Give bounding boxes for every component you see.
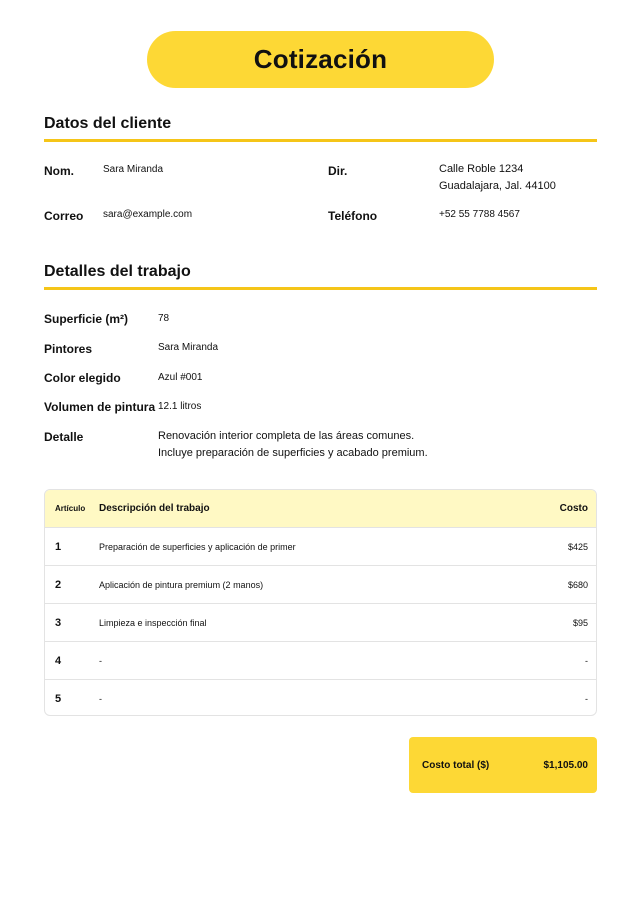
job-paint-volume-value: 12.1 litros (158, 401, 202, 412)
table-cell-description: Preparación de superficies y aplicación de primer (99, 541, 296, 552)
client-email-label: Correo (44, 209, 84, 223)
total-cost-value: $1,105.00 (543, 760, 588, 771)
job-detail-line2: Incluye preparación de superficies y acabado premium. (158, 447, 428, 459)
total-cost-box (409, 737, 597, 793)
job-paint-volume-label: Volumen de pintura (44, 400, 156, 414)
client-email-value: sara@example.com (103, 209, 193, 220)
client-address-line2: Guadalajara, Jal. 44100 (439, 180, 556, 192)
table-cell-item: 1 (55, 540, 62, 553)
table-cell-cost: - (585, 655, 588, 666)
table-row (45, 604, 596, 642)
job-color-label: Color elegido (44, 371, 121, 385)
table-cell-description: - (99, 655, 102, 666)
client-address-line1: Calle Roble 1234 (439, 163, 524, 175)
table-cell-description: - (99, 693, 102, 704)
table-header-cost: Costo (559, 503, 588, 514)
table-row (45, 528, 596, 566)
table-cell-item: 4 (55, 654, 62, 667)
client-name-value: Sara Miranda (103, 164, 164, 175)
job-detail-line1: Renovación interior completa de las áreas comunes. (158, 430, 415, 442)
job-color-value: Azul #001 (158, 372, 203, 383)
table-cell-item: 3 (55, 616, 62, 629)
job-area-value: 78 (158, 313, 170, 324)
table-row (45, 680, 596, 716)
client-address-label: Dir. (328, 164, 348, 178)
table-header-item: Artículo (55, 504, 86, 513)
client-name-label: Nom. (44, 164, 74, 178)
table-cell-cost: $95 (572, 617, 588, 628)
table-header-description: Descripción del trabajo (99, 503, 210, 514)
job-section-divider (44, 287, 597, 290)
table-row (45, 566, 596, 604)
job-section-title: Detalles del trabajo (44, 263, 191, 280)
document-title-banner (147, 31, 494, 88)
table-header-row (45, 490, 596, 528)
client-phone-value: +52 55 7788 4567 (439, 209, 520, 220)
table-cell-item: 2 (55, 578, 62, 591)
job-painters-value: Sara Miranda (158, 342, 219, 353)
client-section-title: Datos del cliente (44, 115, 172, 132)
document-title: Cotización (253, 44, 388, 74)
table-cell-item: 5 (55, 692, 62, 705)
job-area-label: Superficie (m²) (44, 312, 129, 326)
work-items-table (44, 489, 597, 716)
total-cost-label: Costo total ($) (422, 760, 490, 771)
table-row (45, 642, 596, 680)
job-painters-label: Pintores (44, 342, 93, 356)
table-cell-cost: $680 (567, 579, 588, 590)
client-phone-label: Teléfono (328, 209, 378, 223)
table-cell-cost: $425 (567, 541, 588, 552)
client-section-divider (44, 139, 597, 142)
table-cell-description: Aplicación de pintura premium (2 manos) (99, 579, 264, 590)
table-cell-description: Limpieza e inspección final (99, 617, 207, 628)
table-cell-cost: - (585, 693, 588, 704)
job-detail-label: Detalle (44, 430, 84, 444)
